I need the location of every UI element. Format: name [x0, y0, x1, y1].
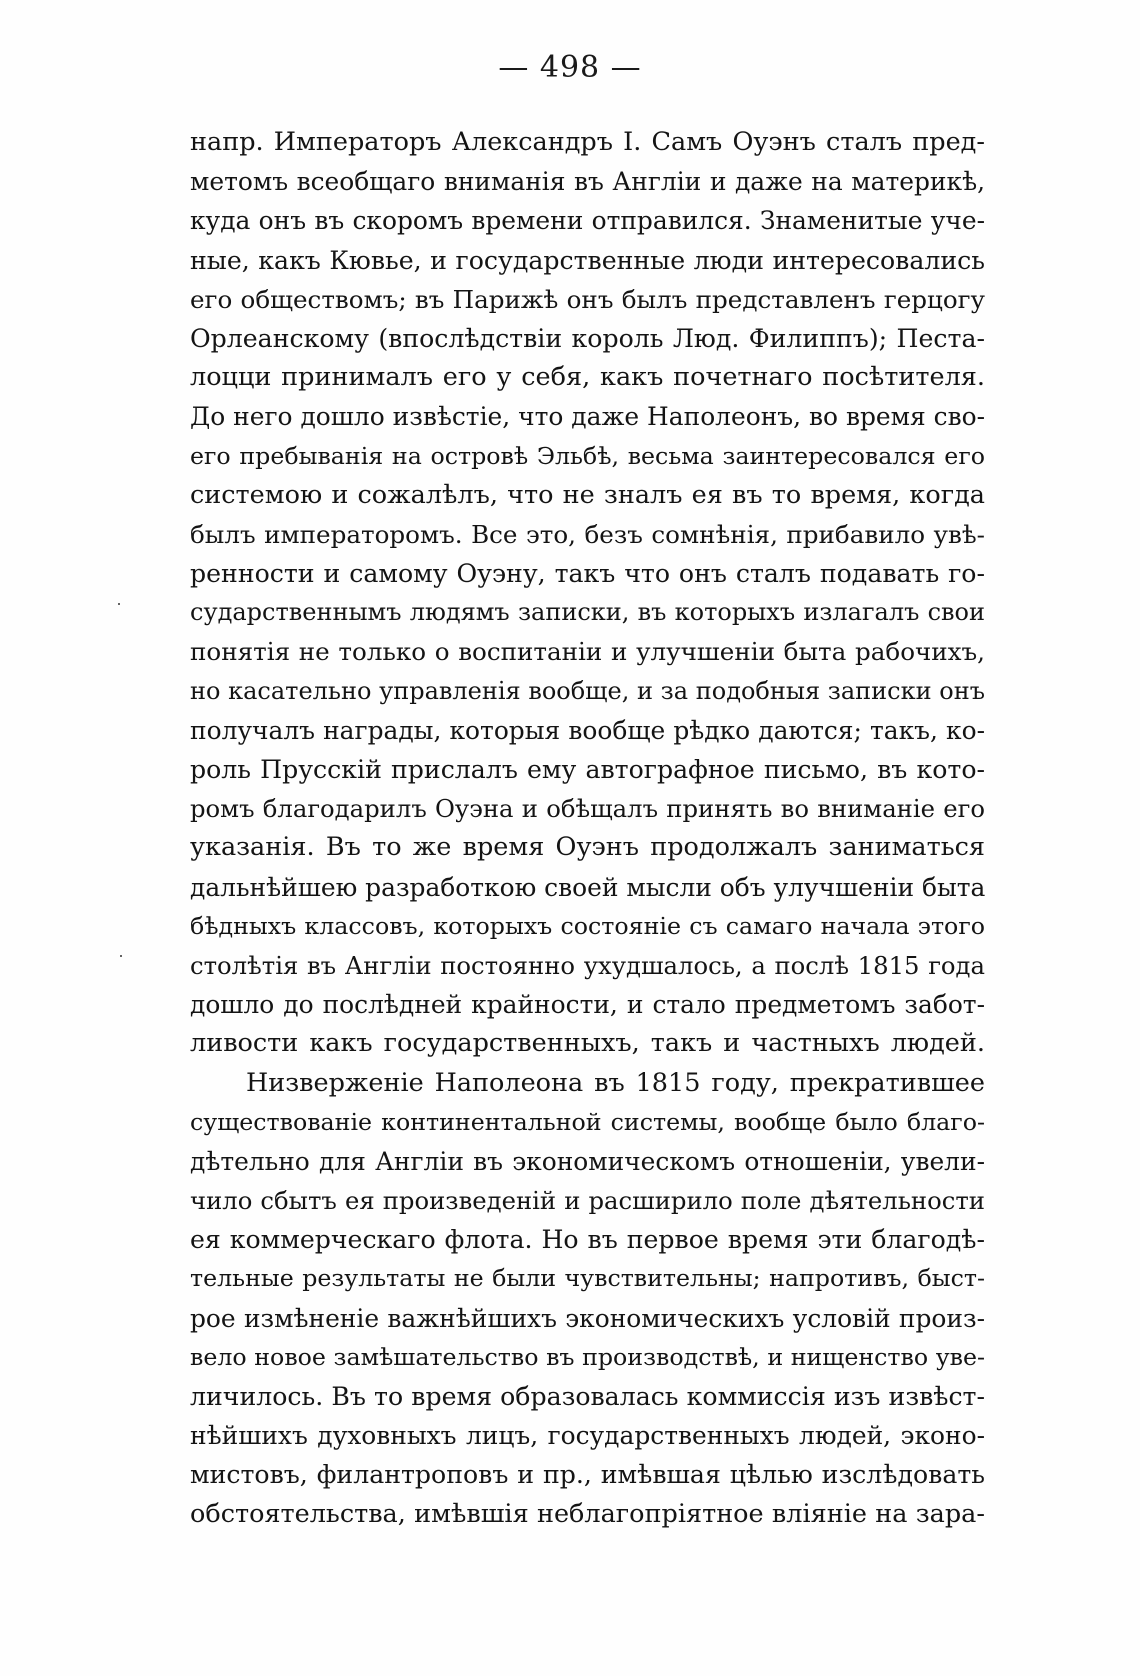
text-line: былъ императоромъ. Все это, безъ сомнѣнія, прибавило увѣ-: [190, 519, 985, 549]
text-line: получалъ награды, которыя вообще рѣдко даются; такъ, ко-: [190, 715, 985, 745]
text-line: существованіе континентальной системы, вообще было благо-: [190, 1107, 985, 1136]
paragraph-1: [190, 123, 985, 1064]
text-line: столѣтія въ Англіи постоянно ухудшалось, а послѣ 1815 года: [190, 950, 985, 980]
text-line: ромъ благодарилъ Оуэна и обѣщалъ принять во вниманіе его: [190, 794, 985, 824]
text-line: дѣтельно для Англіи въ экономическомъ отношеніи, увели-: [190, 1146, 985, 1176]
text-line: куда онъ въ скоромъ времени отправился. Знаменитые уче-: [190, 206, 985, 236]
text-line: сударственнымъ людямъ записки, въ которыхъ излагалъ свои: [190, 598, 985, 627]
text-line: метомъ всеобщаго вниманія въ Англіи и даже на материкѣ,: [190, 167, 985, 197]
text-line: ея коммерческаго флота. Но въ первое время эти благодѣ-: [190, 1225, 985, 1255]
text-line: системою и сожалѣлъ, что не зналъ ея въ то время, когда: [190, 479, 985, 510]
text-line: дальнѣйшею разработкою своей мысли объ улучшеніи быта: [190, 872, 985, 902]
text-line: рое измѣненіе важнѣйшихъ экономическихъ условій произ-: [190, 1303, 985, 1333]
text-line: но касательно управленія вообще, и за подобныя записки онъ: [190, 676, 985, 705]
text-line: личилось. Въ то время образовалась коммиссія изъ извѣст-: [190, 1382, 985, 1411]
text-line: Орлеанскому (впослѣдствіи король Люд. Филиппъ); Песта-: [190, 323, 985, 353]
body-text: [190, 123, 985, 1534]
scan-speck: [118, 603, 120, 605]
text-line: чило сбытъ ея произведеній и расширило поле дѣятельности: [190, 1186, 985, 1216]
text-line: нѣйшихъ духовныхъ лицъ, государственныхъ людей, эконо-: [190, 1421, 985, 1451]
text-line: вело новое замѣшательство въ производствѣ, и нищенство уве-: [190, 1342, 985, 1371]
text-line: бѣдныхъ классовъ, которыхъ состояніе съ самаго начала этого: [190, 911, 985, 940]
text-line: лоцци принималъ его у себя, какъ почетнаго посѣтителя.: [190, 362, 985, 393]
text-line: тельные результаты не были чувствительны; напротивъ, быст-: [190, 1264, 985, 1293]
text-line: дошло до послѣдней крайности, и стало предметомъ забот-: [190, 990, 985, 1020]
text-line: ливости какъ государственныхъ, такъ и частныхъ людей.: [190, 1028, 985, 1059]
text-line: указанія. Въ то же время Оуэнъ продолжалъ заниматься: [190, 832, 985, 863]
text-line: роль Прусскій прислалъ ему автографное письмо, въ кото-: [190, 755, 985, 784]
text-line: До него дошло извѣстіе, что даже Наполеонъ, во время сво-: [190, 402, 985, 432]
text-line: обстоятельства, имѣвшія неблагопріятное вліяніе на зара-: [190, 1498, 985, 1529]
text-line: понятія не только о воспитаніи и улучшеніи быта рабочихъ,: [190, 637, 985, 667]
text-line: напр. Императоръ Александръ I. Самъ Оуэнъ сталъ пред-: [190, 127, 985, 157]
page-number: — 498 —: [498, 50, 642, 85]
text-line: мистовъ, филантроповъ и пр., имѣвшая цѣлью изслѣдовать: [190, 1460, 985, 1490]
text-line: ные, какъ Кювье, и государственные люди интересовались: [190, 245, 985, 275]
text-line: Низверженіе Наполеона въ 1815 году, прекратившее: [246, 1067, 985, 1098]
scan-speck: [120, 955, 122, 957]
text-line: ренности и самому Оуэну, такъ что онъ сталъ подавать го-: [190, 559, 985, 589]
paragraph-2: [190, 1064, 985, 1534]
text-line: его пребыванія на островѣ Эльбѣ, весьма заинтересовался его: [190, 441, 985, 470]
text-line: его обществомъ; въ Парижѣ онъ былъ представленъ герцогу: [190, 284, 985, 314]
